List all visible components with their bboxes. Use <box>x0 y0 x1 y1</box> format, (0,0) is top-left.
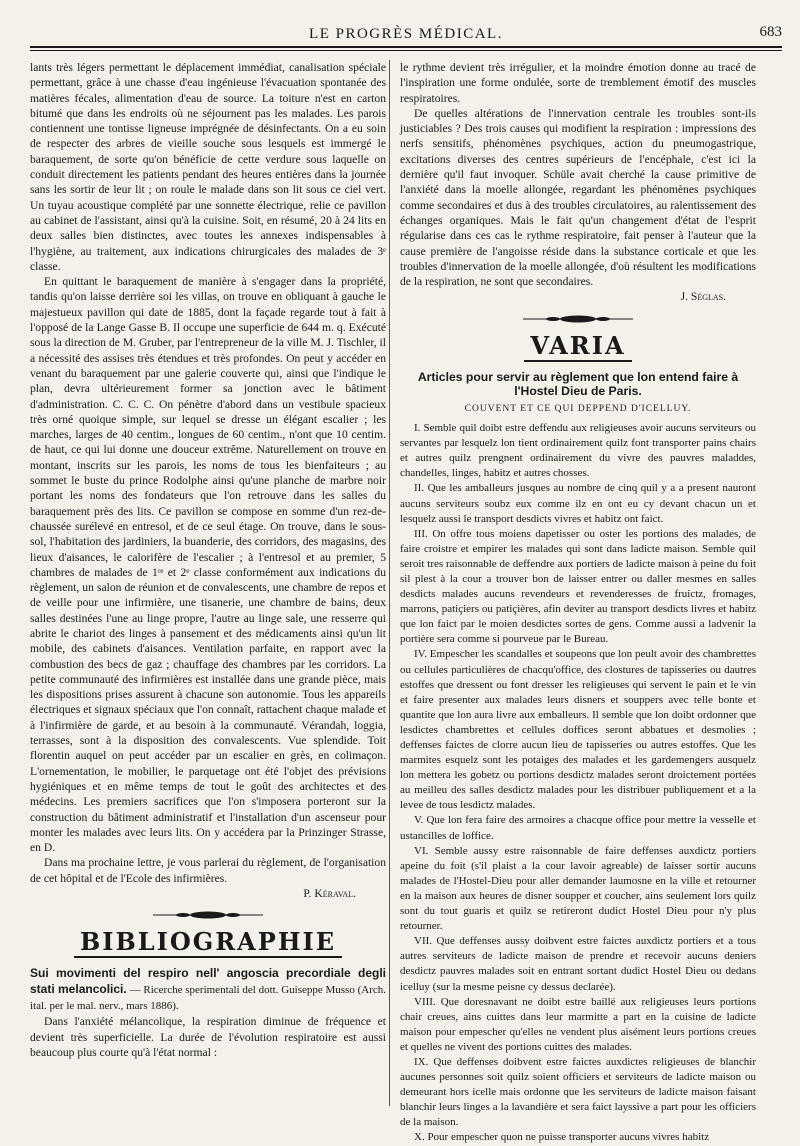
varia-subtitle: COUVENT ET CE QUI DEPPEND D'ICELLUY. <box>464 403 692 414</box>
bibliography-heading: BIBLIOGRAPHIE <box>30 929 386 958</box>
varia-article-title: Articles pour servir au règlement que lon entend faire à l'Hostel Dieu de Paris. <box>417 369 739 398</box>
ornament-icon <box>523 313 633 325</box>
left-column <box>30 60 386 1108</box>
article-item: II. Que les amballeurs jusques au nombre de cinq quil y a a present nauront aucuns serviteurs soubz eux comme ilz en ont eu cy devant chacun un et lesquelz aussi le transport desdicts vivres et habitz ont faict. <box>400 482 756 525</box>
article-item: IX. Que deffenses doibvent estre faictes auxdictes religieuses de blanchir aucunes personnes soit quilz soient officiers et serviteurs de ladicte maison ou demeurant hors icelle mais ordonne que les serviteurs de ladicte maison faisant blanchir leurs linges a la lavandière et sera faict layssive a part pour les officiers de la maison. <box>400 1055 756 1129</box>
page-number: 683 <box>759 24 782 40</box>
bibliography-entry-reference: — Ricerche sperimentali del dott. Guiseppe Musso (Arch. ital. per le mal. nerv., mars 1886). <box>30 983 386 1012</box>
varia-heading: VARIA <box>400 333 756 362</box>
article-item: IV. Empescher les scandalles et soupeons que lon peult avoir des chambrettes ou cellules particulières de chacqu'office, des clostures de tapisseries ou dautres estoffes que dressent ou font dresser les religieuses qui servent le pain et le vin et faire presenter aux malades leurs disners et souppers avec telle bonte et quantite que lon aura livre aux emballeurs. Il semble que lon doibt ordonner que lesdictes chambrettes et cellules doffices seront abbatues et desmolies ; deffenses faictes de clorre aucun lieu de tapisseries ou autres estoffes. Que les marmites esquelz sont les potaiges des malades et les gardemengers ausquelz lon mettera les gobetz ou portions desdictz malades seront droictement portées au meilleu des salles desdictz malades pour les distribuer publiquement et a la levee de tous lesdictz malades. <box>400 648 756 812</box>
author-signature: P. Kéraval. <box>303 887 356 901</box>
varia-articles <box>400 421 756 1146</box>
paragraph: Dans ma prochaine lettre, je vous parlerai du règlement, de l'organisation de cet hôpital et de l'Ecole des infirmières. <box>30 856 386 885</box>
article-item: VI. Semble aussy estre raisonnable de faire deffenses auxdictz portiers apeine du foit (s'il plaist a la cour lavoir agreable) de laisser sortir aucuns malades de l'Hostel-Dieu pour aller demander laumosne en la ville et retourner en la maison aux heures de disner soupper et coucher, ains seulement lors quilz sont du tout guaris et quilz se retireront dudict Hostel Dieu pour n'y plus retourner. <box>400 844 756 933</box>
section-ornament <box>400 313 756 327</box>
bibliography-entry-title: Sui movimenti del respiro nell' angoscia precordiale degli stati melancolici. <box>30 966 386 996</box>
paragraph: le rythme devient très irrégulier, et la moindre émotion donne au tracé de l'inspiration une forme ondulée, sorte de tremblement émotif des muscles respiratoires. <box>400 61 756 105</box>
page-header <box>30 18 782 48</box>
journal-title: LE PROGRÈS MÉDICAL. <box>309 26 503 42</box>
article-item: X. Pour empescher quon ne puisse transporter aucuns vivres habitz <box>414 1131 710 1144</box>
article-item: III. On offre tous moiens dapetisser ou oster les portions des malades, de faire croistre et empirer les malades qui sont dans ladicte maison. Semble quil seroit tres raisonnable de deffendre aux portiers de ladicte maison à peine du foit sil plest à la cour a trouver bon de laisser entrer ou daller mesmes en salles desdicts malades aucuns revendeurs et revenderesses de fruictz, fromages, marrons, patiçiers ou patiçières, afin deviter au transport desdicts livres et habitz que lon faict par le moien desdictes sortes de gens. Comme aussi a ladvenir la portière sera comme si pourveue par le Bureau. <box>400 527 756 646</box>
paragraph: De quelles altérations de l'innervation centrale les troubles sont-ils justiciables ? Des trois causes qui modifient la respiration : impressions des nerfs sensitifs, phénomènes psychiques, action du pneumogastrique, excitations diverses des centres supérieurs de l'encéphale, c'est ici la dernière qu'il faut invoquer. Schüle avait cherché la cause primitive de l'anxiété dans la moelle allongée, regardant les phénomènes psychiques comme secondaires et dus à des troubles circulatoires, au ralentissement des échanges organiques. Mais le fait qu'un changement d'état de l'esprit régularise dans ces cas le rythme respiratoire, fait penser à l'auteur que la cause première de l'angoisse réside dans la substance corticale et que les troubles d'innervation de la moelle allongée, d'où résultent les modifications de la respiration, ne sont que secondaires. <box>400 106 756 289</box>
header-rule-thick <box>30 46 782 48</box>
section-ornament <box>30 909 386 923</box>
bibliography-entry <box>30 966 386 1014</box>
paragraph: Dans l'anxiété mélancolique, la respiration diminue de fréquence et devient très superficielle. La durée de l'évolution respiratoire est aussi beaucoup plus courte qu'à l'état normal : <box>30 1015 386 1059</box>
article-item: V. Que lon fera faire des armoires a chacque office pour mettre la vesselle et ustancilles de loffice. <box>400 814 756 842</box>
paragraph: lants très légers permettant le déplacement immédiat, canalisation spéciale permettant, grâce à une chasse d'eau ingénieuse l'évacuation spontanée des matières fécales, alimentation d'eau de source. La toiture n'est en carton bitumé que dans les endroits où ne séjournent pas les malades. Les parois contiennent une tontisse ligneuse imprégnée de désinfectants. On a eu soin de respecter des arbres de vieille souche sous lesquels est immergé le baraquement, de sorte qu'on bénéficie de cette verdure sous laquelle on conduit directement les patients pendant des heures entières dans la journée sans les sortir de leur lit ; on roule le malade dans son lit sous ce ciel vert. Un tuyau acoustique complété par une sonnette électrique, relie ce pavillon au cabinet de l'assistant, ainsi qu'à la cuisine. Soit, en résumé, 20 à 24 lits en deux salles bien distinctes, avec toutes les annexes indispensables à l'hygiène, au traitement, aux indications chirurgicales des malades de 3ᵉ classe. <box>30 61 386 273</box>
article-item: VIII. Que doresnavant ne doibt estre baillé aux religieuses leurs portions chair creues, ains cuittes dans leur marmitte a part en la cuisine de ladicte maison pour empescher qu'elles ne vendent plus aisément leurs portions creues et quelles ne vivent des portions cuittes des malades. <box>400 995 756 1053</box>
right-column <box>400 60 756 1144</box>
header-rule-thin <box>30 50 782 51</box>
article-item: VII. Que deffenses aussy doibvent estre faictes auxdictz portiers et a tous autres serviteurs de ladicte maison de prendre et recevoir aucuns deniers desdictz pauvres malades soit en entrant sortant dudict Hostel Dieu ou dedans icelluy (sur la mesme peisne cy dessus declarée). <box>400 935 756 993</box>
column-divider <box>389 60 390 1106</box>
paragraph: En quittant le baraquement de manière à s'engager dans la propriété, tandis qu'on laisse derrière soi les villas, on trouve en obliquant à gauche le majestueux pavillon qui date de 1885, dont la façade regarde tout à fait à l'opposé de la Lange Gasse B. Il occupe une superficie de 644 m. q. Exécuté sous la direction de M. Gruber, par l'entrepreneur de la ville M. J. Tischler, il a nécessité des assises très étendues et très profondes. On peut y accéder en venant du baraquement par une galerie couverte qui, ainsi que l'indique le plan, devra ultérieurement former sa jonction avec le bâtiment d'administration. C. C. C. On pénètre d'abord dans un vestibule spacieux très orné quoique simple, sur lequel se dresse un élégant escalier ; les marches, larges de 40 centim., longues de 60 centim., n'ont que 10 centim. de haut, ce qui lui donne une douceur extrême. Naturellement on trouve en montant, inscrits sur les parois, les noms de tous les bienfaiteurs ; au sommet le buste du prince Rodolphe ainsi qu'une planche de marbre noir portant les noms des fondateurs que l'on retrouve dans les salles du baraquement près des lits. Ce pavillon se compose en somme d'un rez-de-chaussée surélevé en entresol, et de ce seul étage. On trouve, dans le sous-sol, l'habitation des jardiniers, la buanderie, des corridors, des magasins, des lieux d'aisances, le calorifère de l'escalier ; à l'entresol et au premier, 5 chambres de malades de 1ʳᵉ et 2ᵉ classe conformément aux indications du règlement, un salon de réunion et de convalescents, une chambre de repos et de veille pour une infirmière, une tisanerie, une chambre de bains, deux salles destinées l'une au linge propre, l'autre au linge sale, une resserre qui abrite le chariot des linges à pansement et des médicaments ainsi qu'un lit mobile, des cabinets d'aisances. Ventilation parfaite, en rapport avec la combustion des becs de gaz ; chauffage des chambres par les corridors. La petite communauté des infirmières est installée dans une grande pièce, mais les dispositions prises assurent à chacune son autonomie. Tous les appareils électriques et signaux spéciaux que l'on connaît, rattachent chaque malade et à l'infirmière de garde, et au besoin à la communauté. Vérandah, loggia, terrasses, sont à la disposition des convalescents. Vue splendide. Toit florentin auquel on peut accéder par un escalier en grès, en colimaçon. L'ornementation, le mobilier, le parquetage ont été l'objet des prévisions hygiéniques et en même temps de tout le goût des architectes et des médecins. Les premiers sacrifices que l'on s'imposera porteront sur la construction du bâtiment administratif et l'installation d'un ascenseur pour monter les malades avec leurs lits. On y accédera par la Prinzinger Strasse, en D. <box>30 275 386 855</box>
article-item: I. Semble quil doibt estre deffendu aux religieuses avoir aucuns serviteurs ou servantes par lesquelz lon tient ordinairement quilz font transporter pains chairs et autres quilz prengnent ordinairement du vivre des pauvres maladdes, chandelles, linges, habitz et autres chosses. <box>400 422 756 480</box>
author-signature: J. Séglas. <box>680 290 726 304</box>
ornament-icon <box>153 909 263 921</box>
